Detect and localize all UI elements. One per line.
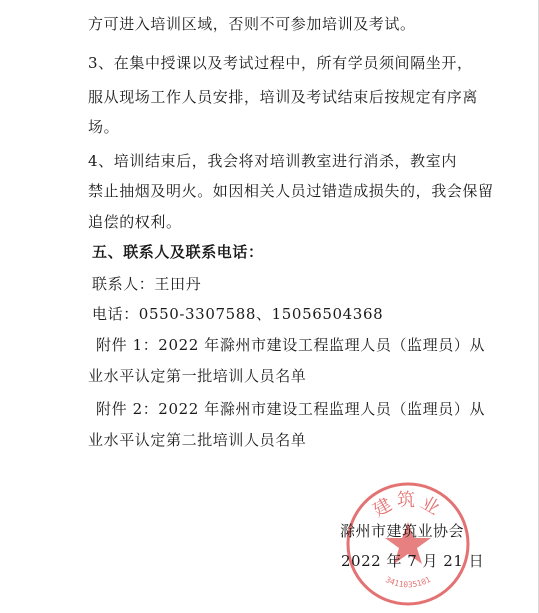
section-heading: 五、联系人及联系电话：	[92, 243, 264, 261]
paragraph-line-5: 4、培训结束后，我会将对培训教室进行消杀，教室内	[88, 152, 457, 170]
paragraph-line-6: 禁止抽烟及明火。如因相关人员过错造成损失的，我会保留	[88, 182, 494, 200]
paragraph-line-7: 追偿的权利。	[88, 213, 182, 231]
attachment-2-line-1: 附件 2：2022 年滁州市建设工程监理人员（监理员）从	[96, 400, 486, 418]
contact-person: 联系人：王田丹	[92, 275, 202, 293]
contact-phone: 电话：0550-3307588、15056504368	[92, 305, 384, 323]
paragraph-line-4: 场。	[88, 118, 120, 136]
paragraph-line-1: 方可进入培训区域，否则不可参加培训及考试。	[88, 15, 416, 33]
paragraph-line-3: 服从现场工作人员安排，培训及考试结束后按规定有序离	[88, 88, 479, 106]
attachment-2-line-2: 业水平认定第二批培训人员名单	[88, 431, 307, 449]
signature-organization: 滁州市建筑业协会	[340, 522, 465, 540]
paragraph-line-2: 3、在集中授课以及考试过程中，所有学员须间隔坐开，	[88, 54, 473, 72]
seal-number: 3411035101	[383, 574, 433, 590]
signature-date: 2022 年 7 月 21 日	[341, 552, 485, 570]
attachment-1-line-2: 业水平认定第一批培训人员名单	[88, 367, 307, 385]
attachment-1-line-1: 附件 1：2022 年滁州市建设工程监理人员（监理员）从	[96, 336, 486, 354]
seal-top-text: 建筑业	[369, 490, 447, 522]
official-seal	[342, 478, 474, 610]
